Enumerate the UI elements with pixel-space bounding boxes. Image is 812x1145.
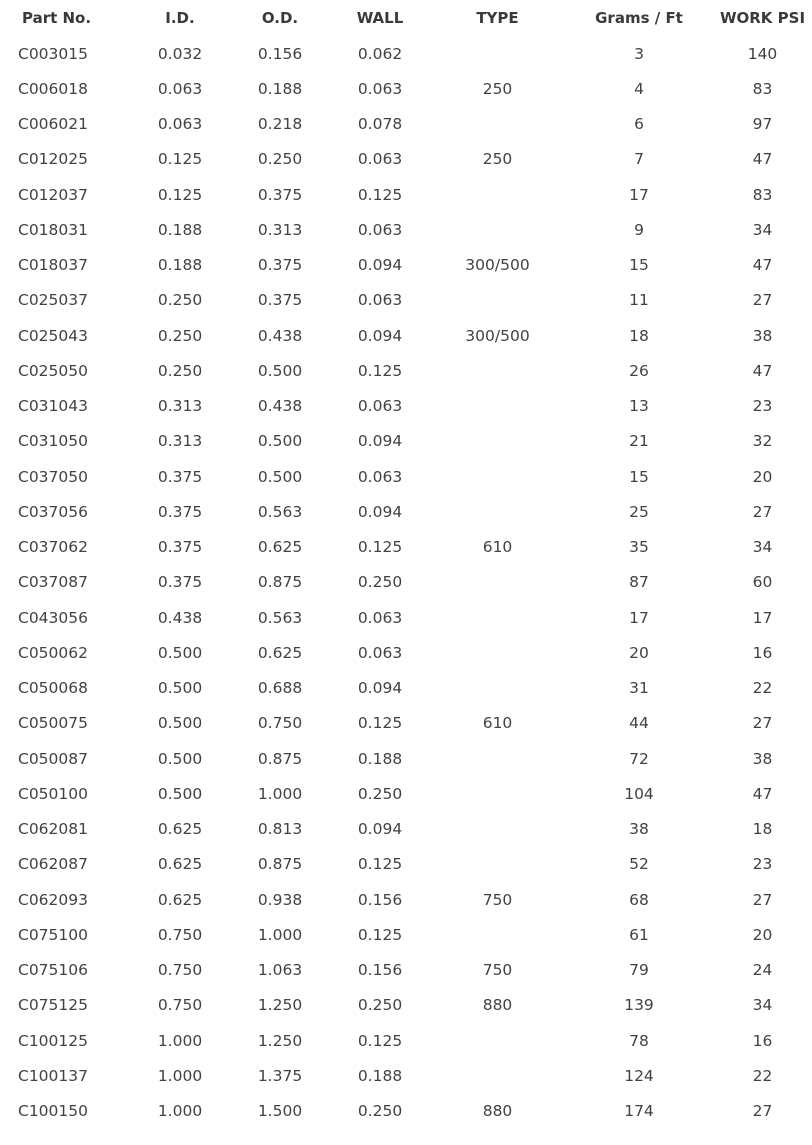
cell-type: 250 <box>482 79 513 98</box>
cell-type: 300/500 <box>465 326 530 345</box>
cell-inner-diameter: 0.438 <box>157 608 203 627</box>
cell-grams-per-ft: 79 <box>629 961 649 980</box>
cell-outer-diameter: 0.750 <box>257 714 303 733</box>
cell-type <box>430 459 565 494</box>
cell-grams-per-ft: 6 <box>634 115 644 134</box>
cell-type <box>430 107 565 142</box>
cell-outer-diameter: 1.250 <box>257 996 303 1015</box>
cell-wall: 0.250 <box>357 1102 403 1121</box>
cell-inner-diameter: 0.032 <box>157 44 203 63</box>
cell-type <box>430 494 565 529</box>
cell-type <box>430 741 565 776</box>
cell-grams-per-ft: 17 <box>629 608 649 627</box>
cell-grams-per-ft: 68 <box>629 890 649 909</box>
cell-outer-diameter: 0.813 <box>257 820 303 839</box>
cell-wall: 0.063 <box>357 397 403 416</box>
cell-inner-diameter: 0.750 <box>157 925 203 944</box>
cell-part-no: C100150 <box>18 1102 88 1121</box>
cell-type <box>430 1023 565 1058</box>
cell-type <box>430 917 565 952</box>
cell-inner-diameter: 0.500 <box>157 749 203 768</box>
cell-type: 880 <box>482 996 513 1015</box>
cell-part-no: C075100 <box>18 925 88 944</box>
cell-work-psi: 20 <box>752 925 773 944</box>
cell-wall: 0.125 <box>357 538 403 557</box>
cell-wall: 0.094 <box>357 432 403 451</box>
cell-work-psi: 18 <box>752 820 773 839</box>
table-row <box>0 847 812 882</box>
header-work-psi: WORK PSI <box>719 9 806 27</box>
cell-outer-diameter: 1.250 <box>257 1031 303 1050</box>
table-row <box>0 353 812 388</box>
cell-work-psi: 38 <box>752 749 773 768</box>
cell-grams-per-ft: 9 <box>634 220 644 239</box>
cell-type: 300/500 <box>465 256 530 275</box>
cell-wall: 0.063 <box>357 643 403 662</box>
table-row <box>0 565 812 600</box>
cell-inner-diameter: 0.063 <box>157 115 203 134</box>
cell-wall: 0.125 <box>357 855 403 874</box>
cell-inner-diameter: 1.000 <box>157 1102 203 1121</box>
cell-wall: 0.250 <box>357 784 403 803</box>
cell-part-no: C006018 <box>18 79 88 98</box>
table-row <box>0 530 812 565</box>
cell-type <box>430 847 565 882</box>
cell-wall: 0.125 <box>357 185 403 204</box>
cell-grams-per-ft: 174 <box>624 1102 654 1121</box>
cell-part-no: C050062 <box>18 643 88 662</box>
cell-inner-diameter: 0.063 <box>157 79 203 98</box>
cell-inner-diameter: 0.500 <box>157 784 203 803</box>
cell-outer-diameter: 0.188 <box>257 79 303 98</box>
cell-work-psi: 22 <box>752 679 773 698</box>
cell-wall: 0.094 <box>357 820 403 839</box>
table-row <box>0 635 812 670</box>
cell-work-psi: 27 <box>752 502 773 521</box>
cell-wall: 0.063 <box>357 608 403 627</box>
cell-work-psi: 17 <box>752 608 773 627</box>
table-header <box>0 0 812 36</box>
cell-part-no: C043056 <box>18 608 88 627</box>
cell-grams-per-ft: 11 <box>629 291 649 310</box>
cell-wall: 0.094 <box>357 326 403 345</box>
cell-work-psi: 83 <box>752 79 773 98</box>
cell-work-psi: 23 <box>752 397 773 416</box>
cell-wall: 0.156 <box>357 890 403 909</box>
cell-part-no: C050075 <box>18 714 88 733</box>
cell-wall: 0.094 <box>357 502 403 521</box>
cell-work-psi: 27 <box>752 1102 773 1121</box>
cell-type <box>430 36 565 71</box>
cell-part-no: C037056 <box>18 502 88 521</box>
cell-type <box>430 812 565 847</box>
cell-grams-per-ft: 18 <box>629 326 649 345</box>
cell-outer-diameter: 1.000 <box>257 784 303 803</box>
table-row <box>0 494 812 529</box>
cell-wall: 0.188 <box>357 749 403 768</box>
cell-inner-diameter: 0.625 <box>157 890 203 909</box>
cell-work-psi: 34 <box>752 220 773 239</box>
cell-part-no: C037087 <box>18 573 88 592</box>
header-wall: WALL <box>356 9 404 27</box>
cell-work-psi: 22 <box>752 1066 773 1085</box>
cell-work-psi: 83 <box>752 185 773 204</box>
cell-outer-diameter: 0.313 <box>257 220 303 239</box>
cell-wall: 0.094 <box>357 256 403 275</box>
cell-outer-diameter: 0.563 <box>257 502 303 521</box>
cell-type <box>430 671 565 706</box>
table-row <box>0 36 812 71</box>
cell-inner-diameter: 0.375 <box>157 467 203 486</box>
cell-work-psi: 27 <box>752 714 773 733</box>
cell-outer-diameter: 0.375 <box>257 291 303 310</box>
cell-inner-diameter: 0.625 <box>157 855 203 874</box>
cell-wall: 0.188 <box>357 1066 403 1085</box>
cell-type: 250 <box>482 150 513 169</box>
cell-wall: 0.125 <box>357 925 403 944</box>
header-outer-diameter: O.D. <box>261 9 299 27</box>
cell-type: 750 <box>482 890 513 909</box>
cell-outer-diameter: 0.875 <box>257 749 303 768</box>
cell-type <box>430 776 565 811</box>
cell-outer-diameter: 1.000 <box>257 925 303 944</box>
cell-outer-diameter: 0.500 <box>257 432 303 451</box>
cell-inner-diameter: 0.188 <box>157 220 203 239</box>
cell-part-no: C012037 <box>18 185 88 204</box>
cell-type <box>430 635 565 670</box>
table-row <box>0 177 812 212</box>
cell-outer-diameter: 1.063 <box>257 961 303 980</box>
table-row <box>0 212 812 247</box>
cell-type <box>430 353 565 388</box>
table-row <box>0 1094 812 1129</box>
cell-grams-per-ft: 15 <box>629 467 649 486</box>
cell-type <box>430 389 565 424</box>
cell-type <box>430 424 565 459</box>
cell-outer-diameter: 0.875 <box>257 855 303 874</box>
cell-inner-diameter: 1.000 <box>157 1066 203 1085</box>
cell-type: 610 <box>482 714 513 733</box>
cell-wall: 0.063 <box>357 150 403 169</box>
cell-wall: 0.063 <box>357 467 403 486</box>
cell-grams-per-ft: 15 <box>629 256 649 275</box>
table-row <box>0 248 812 283</box>
cell-inner-diameter: 0.250 <box>157 291 203 310</box>
cell-inner-diameter: 0.375 <box>157 538 203 557</box>
cell-outer-diameter: 0.688 <box>257 679 303 698</box>
header-grams-per-ft: Grams / Ft <box>595 9 683 27</box>
cell-grams-per-ft: 78 <box>629 1031 649 1050</box>
table-row <box>0 812 812 847</box>
cell-work-psi: 34 <box>752 538 773 557</box>
cell-work-psi: 32 <box>752 432 773 451</box>
cell-grams-per-ft: 52 <box>629 855 649 874</box>
cell-wall: 0.125 <box>357 361 403 380</box>
cell-type: 610 <box>482 538 513 557</box>
table-row <box>0 107 812 142</box>
cell-outer-diameter: 0.375 <box>257 185 303 204</box>
cell-work-psi: 60 <box>752 573 773 592</box>
cell-outer-diameter: 0.375 <box>257 256 303 275</box>
table-row <box>0 459 812 494</box>
table-row <box>0 917 812 952</box>
cell-work-psi: 47 <box>752 256 773 275</box>
table-row <box>0 389 812 424</box>
cell-type: 750 <box>482 961 513 980</box>
cell-inner-diameter: 0.750 <box>157 996 203 1015</box>
table-row <box>0 882 812 917</box>
cell-work-psi: 47 <box>752 784 773 803</box>
cell-work-psi: 38 <box>752 326 773 345</box>
cell-grams-per-ft: 87 <box>629 573 649 592</box>
cell-part-no: C062093 <box>18 890 88 909</box>
cell-work-psi: 47 <box>752 150 773 169</box>
cell-grams-per-ft: 13 <box>629 397 649 416</box>
cell-part-no: C037062 <box>18 538 88 557</box>
cell-outer-diameter: 1.500 <box>257 1102 303 1121</box>
cell-part-no: C025050 <box>18 361 88 380</box>
cell-part-no: C075106 <box>18 961 88 980</box>
cell-grams-per-ft: 26 <box>629 361 649 380</box>
cell-outer-diameter: 0.156 <box>257 44 303 63</box>
cell-work-psi: 24 <box>752 961 773 980</box>
cell-work-psi: 140 <box>747 44 778 63</box>
table-row <box>0 776 812 811</box>
cell-wall: 0.125 <box>357 714 403 733</box>
cell-part-no: C025037 <box>18 291 88 310</box>
cell-work-psi: 27 <box>752 890 773 909</box>
cell-outer-diameter: 0.438 <box>257 397 303 416</box>
cell-grams-per-ft: 7 <box>634 150 644 169</box>
table-row <box>0 71 812 106</box>
cell-outer-diameter: 0.625 <box>257 643 303 662</box>
cell-part-no: C018037 <box>18 256 88 275</box>
cell-work-psi: 16 <box>752 643 773 662</box>
cell-grams-per-ft: 61 <box>629 925 649 944</box>
cell-part-no: C100125 <box>18 1031 88 1050</box>
table-row <box>0 424 812 459</box>
cell-outer-diameter: 0.218 <box>257 115 303 134</box>
cell-work-psi: 27 <box>752 291 773 310</box>
cell-part-no: C037050 <box>18 467 88 486</box>
cell-work-psi: 47 <box>752 361 773 380</box>
cell-wall: 0.062 <box>357 44 403 63</box>
cell-grams-per-ft: 38 <box>629 820 649 839</box>
cell-part-no: C050100 <box>18 784 88 803</box>
cell-part-no: C012025 <box>18 150 88 169</box>
cell-wall: 0.063 <box>357 291 403 310</box>
cell-wall: 0.250 <box>357 996 403 1015</box>
header-type: TYPE <box>476 9 519 27</box>
cell-grams-per-ft: 20 <box>629 643 649 662</box>
cell-type <box>430 565 565 600</box>
cell-inner-diameter: 0.125 <box>157 185 203 204</box>
table-row <box>0 706 812 741</box>
cell-inner-diameter: 0.500 <box>157 643 203 662</box>
cell-part-no: C003015 <box>18 44 88 63</box>
cell-outer-diameter: 0.563 <box>257 608 303 627</box>
table-row <box>0 318 812 353</box>
cell-wall: 0.156 <box>357 961 403 980</box>
cell-part-no: C031043 <box>18 397 88 416</box>
table-row <box>0 1023 812 1058</box>
table-row <box>0 988 812 1023</box>
cell-outer-diameter: 0.500 <box>257 361 303 380</box>
cell-grams-per-ft: 17 <box>629 185 649 204</box>
cell-inner-diameter: 0.375 <box>157 502 203 521</box>
cell-part-no: C100137 <box>18 1066 88 1085</box>
cell-part-no: C050087 <box>18 749 88 768</box>
cell-type <box>430 212 565 247</box>
cell-grams-per-ft: 44 <box>629 714 649 733</box>
cell-grams-per-ft: 25 <box>629 502 649 521</box>
cell-grams-per-ft: 31 <box>629 679 649 698</box>
cell-wall: 0.094 <box>357 679 403 698</box>
cell-work-psi: 16 <box>752 1031 773 1050</box>
header-row <box>0 0 812 36</box>
header-inner-diameter: I.D. <box>165 9 195 27</box>
cell-wall: 0.063 <box>357 79 403 98</box>
table-row <box>0 953 812 988</box>
cell-outer-diameter: 0.500 <box>257 467 303 486</box>
cell-part-no: C025043 <box>18 326 88 345</box>
cell-inner-diameter: 0.188 <box>157 256 203 275</box>
cell-work-psi: 23 <box>752 855 773 874</box>
cell-part-no: C018031 <box>18 220 88 239</box>
table-row <box>0 1058 812 1093</box>
cell-type <box>430 1058 565 1093</box>
cell-outer-diameter: 0.438 <box>257 326 303 345</box>
cell-work-psi: 20 <box>752 467 773 486</box>
cell-type: 880 <box>482 1102 513 1121</box>
cell-grams-per-ft: 35 <box>629 538 649 557</box>
cell-inner-diameter: 0.250 <box>157 361 203 380</box>
cell-wall: 0.078 <box>357 115 403 134</box>
cell-type <box>430 177 565 212</box>
cell-part-no: C062081 <box>18 820 88 839</box>
cell-grams-per-ft: 4 <box>634 79 644 98</box>
cell-inner-diameter: 0.313 <box>157 397 203 416</box>
cell-part-no: C075125 <box>18 996 88 1015</box>
cell-part-no: C031050 <box>18 432 88 451</box>
table-row <box>0 741 812 776</box>
table-row <box>0 142 812 177</box>
cell-inner-diameter: 0.625 <box>157 820 203 839</box>
cell-inner-diameter: 0.125 <box>157 150 203 169</box>
cell-inner-diameter: 0.250 <box>157 326 203 345</box>
cell-part-no: C006021 <box>18 115 88 134</box>
cell-type <box>430 283 565 318</box>
table-body <box>0 36 812 1129</box>
table-row <box>0 671 812 706</box>
cell-grams-per-ft: 104 <box>624 784 654 803</box>
cell-part-no: C062087 <box>18 855 88 874</box>
cell-grams-per-ft: 124 <box>624 1066 654 1085</box>
cell-grams-per-ft: 21 <box>629 432 649 451</box>
cell-inner-diameter: 0.500 <box>157 714 203 733</box>
cell-grams-per-ft: 139 <box>624 996 654 1015</box>
cell-work-psi: 34 <box>752 996 773 1015</box>
cell-grams-per-ft: 72 <box>629 749 649 768</box>
cell-part-no: C050068 <box>18 679 88 698</box>
table-row <box>0 283 812 318</box>
cell-inner-diameter: 0.500 <box>157 679 203 698</box>
cell-wall: 0.063 <box>357 220 403 239</box>
header-part-no: Part No. <box>22 9 92 27</box>
cell-wall: 0.250 <box>357 573 403 592</box>
cell-outer-diameter: 1.375 <box>257 1066 303 1085</box>
cell-outer-diameter: 0.625 <box>257 538 303 557</box>
cell-grams-per-ft: 3 <box>634 44 644 63</box>
cell-wall: 0.125 <box>357 1031 403 1050</box>
cell-outer-diameter: 0.875 <box>257 573 303 592</box>
cell-inner-diameter: 0.313 <box>157 432 203 451</box>
cell-inner-diameter: 1.000 <box>157 1031 203 1050</box>
cell-inner-diameter: 0.375 <box>157 573 203 592</box>
table-row <box>0 600 812 635</box>
cell-work-psi: 97 <box>752 115 773 134</box>
cell-inner-diameter: 0.750 <box>157 961 203 980</box>
cell-outer-diameter: 0.250 <box>257 150 303 169</box>
cell-type <box>430 600 565 635</box>
cell-outer-diameter: 0.938 <box>257 890 303 909</box>
